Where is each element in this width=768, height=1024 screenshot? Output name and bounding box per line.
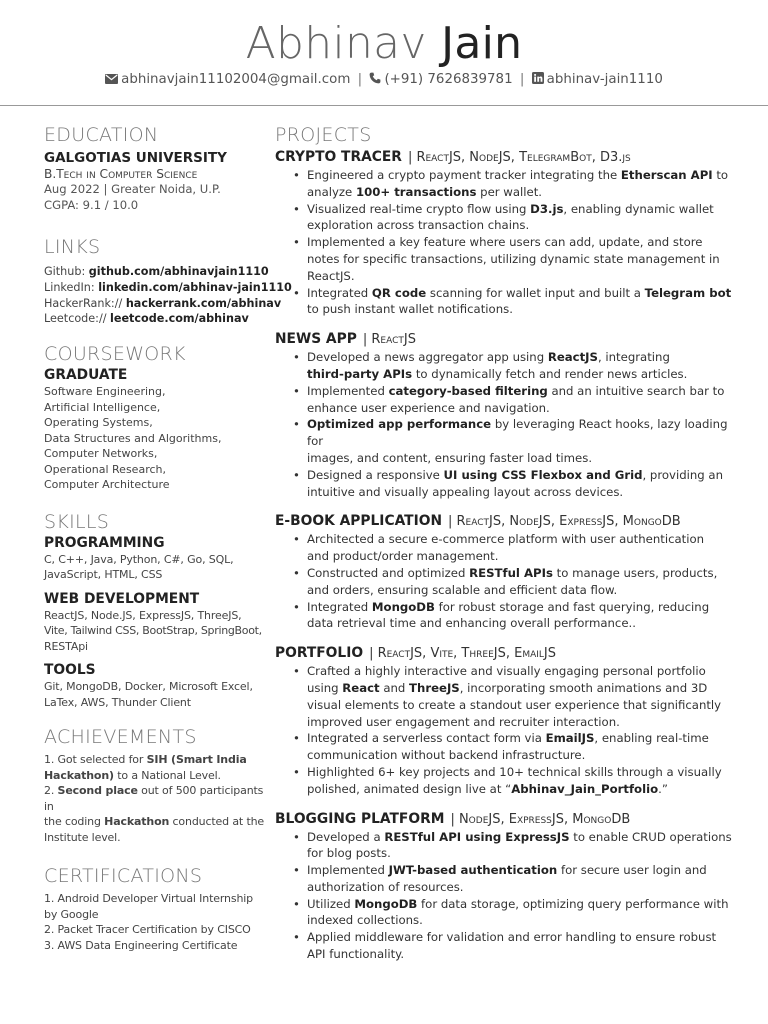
skills-tools-list: Git, MongoDB, Docker, Microsoft Excel, LaTex, AWS, Thunder Client bbox=[44, 680, 253, 709]
certification-item: 2. Packet Tracer Certification by CISCO bbox=[44, 923, 251, 937]
achievement-2: 2. Second place out of 500 participants in the coding Hackathon conducted at the Institute level. bbox=[44, 784, 265, 844]
project-name: BLOGGING PLATFORM bbox=[275, 810, 445, 827]
link-github[interactable]: Github: github.com/abhinavjain1110 bbox=[44, 265, 269, 278]
linkedin-link[interactable]: abhinav-jain1110 bbox=[546, 72, 663, 87]
university-name: GALGOTIAS UNIVERSITY bbox=[44, 150, 227, 166]
link-hackerrank[interactable]: HackerRank:// hackerrank.com/abhinav bbox=[44, 296, 282, 310]
degree: B.Tech in Computer Science bbox=[44, 167, 198, 181]
project-bullet: • Optimized app performance by leveraging React hooks, lazy loading for images, and content, ensuring faster load times. bbox=[307, 416, 735, 466]
course-item: Operational Research, bbox=[44, 462, 166, 476]
project-bullet: • Developed a RESTful API using ExpressJS to enable CRUD operations for blog posts. bbox=[307, 829, 735, 863]
project-bullet: • Implemented JWT-based authentication for secure user login and authorization of resources. bbox=[307, 862, 735, 896]
skills-tools-title: TOOLS bbox=[44, 662, 96, 679]
right-column bbox=[275, 122, 735, 969]
project-tech: | ReactJS, NodeJS, TelegramBot, D3.js bbox=[407, 150, 631, 165]
project-name: NEWS APP bbox=[275, 331, 357, 348]
course-item: Computer Networks, bbox=[44, 447, 158, 461]
education-date-location: Aug 2022 | Greater Noida, U.P. bbox=[44, 182, 221, 196]
project-bullet: • Developed a news aggregator app using ReactJS, integrating third-party APIs to dynamically fetch and render news articles. bbox=[307, 349, 735, 383]
email-link[interactable]: abhinavjain11102004@gmail.com bbox=[121, 72, 351, 87]
project-crypto-tracer bbox=[275, 148, 735, 318]
project-bullet: • Implemented category-based filtering and an intuitive search bar to enhance user experience and navigation. bbox=[307, 383, 735, 417]
project-bullet: • Utilized MongoDB for data storage, optimizing query performance with indexed collections. bbox=[307, 896, 735, 930]
candidate-name: Abhinav Jain bbox=[245, 18, 523, 69]
project-tech: | ReactJS bbox=[362, 332, 416, 348]
left-column bbox=[44, 122, 292, 953]
course-item: Software Engineering, bbox=[44, 385, 166, 399]
skills-programming-list: C, C++, Java, Python, C#, Go, SQL, JavaScript, HTML, CSS bbox=[44, 552, 234, 582]
envelope-icon bbox=[105, 73, 118, 88]
project-tech: | ReactJS, NodeJS, ExpressJS, MongoDB bbox=[448, 514, 681, 530]
linkedin-icon bbox=[532, 72, 544, 88]
certification-item: by Google bbox=[44, 907, 99, 921]
project-name: CRYPTO TRACER bbox=[275, 149, 402, 165]
project-bullet: • Visualized real-time crypto flow using D3.js, enabling dynamic wallet exploration across transaction chains. bbox=[307, 201, 735, 235]
project-bullet: • Integrated MongoDB for robust storage and fast querying, reducing data retrieval time and enhancing overall performance.. bbox=[307, 599, 735, 633]
skills-programming-title: PROGRAMMING bbox=[44, 534, 165, 551]
links-title: LINKS bbox=[44, 236, 101, 258]
phone-number[interactable]: (+91) 7626839781 bbox=[384, 72, 513, 87]
project-ebook-application bbox=[275, 512, 735, 632]
project-bullet: • Constructed and optimized RESTful APIs to manage users, products, and orders, ensuring scalable and efficient data flow. bbox=[307, 565, 735, 599]
contact-line: abhinavjain11102004@gmail.com | (+91) 7626839781 | abhinav-jain1110 bbox=[0, 72, 768, 88]
certification-item: 1. Android Developer Virtual Internship bbox=[44, 892, 254, 906]
projects-title: PROJECTS bbox=[275, 124, 372, 146]
education-title: EDUCATION bbox=[44, 124, 159, 146]
achievement-1: 1. Got selected for SIH (Smart India Hackathon) to a National Level. bbox=[44, 753, 247, 782]
project-bullet: • Engineered a crypto payment tracker integrating the Etherscan API to analyze 100+ transactions per wallet. bbox=[307, 167, 735, 201]
coursework-list bbox=[44, 384, 270, 493]
project-bullet: • Architected a secure e-commerce platform with user authentication and product/order management. bbox=[307, 531, 735, 565]
project-bullet: • Integrated QR code scanning for wallet input and built a Telegram bot to push instant wallet notifications. bbox=[307, 285, 735, 319]
project-bullet: • Highlighted 6+ key projects and 10+ technical skills through a visually polished, animated design live at “Abhinav_Jain_Portfolio.” bbox=[307, 764, 735, 798]
project-bullet: • Integrated a serverless contact form via EmailJS, enabling real-time communication without backend infrastructure. bbox=[307, 730, 735, 764]
project-portfolio bbox=[275, 644, 735, 797]
resume-header bbox=[0, 0, 768, 105]
certification-item: 3. AWS Data Engineering Certificate bbox=[44, 938, 238, 952]
certifications-title: CERTIFICATIONS bbox=[44, 865, 203, 888]
project-name: PORTFOLIO bbox=[275, 645, 364, 662]
coursework-title: COURSEWORK bbox=[44, 343, 186, 366]
project-news-app bbox=[275, 330, 735, 500]
cgpa: CGPA: 9.1 / 10.0 bbox=[44, 197, 139, 212]
skills-webdev-list: ReactJS, Node.JS, ExpressJS, ThreeJS, Vite, Tailwind CSS, BootStrap, SpringBoot, RESTApi bbox=[44, 608, 262, 653]
skills-title: SKILLS bbox=[44, 510, 110, 533]
achievements-title: ACHIEVEMENTS bbox=[44, 726, 197, 749]
course-item: Operating Systems, bbox=[44, 416, 153, 430]
project-bullet: • Crafted a highly interactive and visually engaging personal portfolio using React and ThreeJS, incorporating smooth animations and 3D visual elements to create a standout user experience that significantly improved user engagement and recruiter interaction. bbox=[307, 663, 735, 730]
header-divider bbox=[0, 105, 768, 106]
project-name: E-BOOK APPLICATION bbox=[275, 513, 442, 530]
project-bullet: • Implemented a key feature where users can add, update, and store notes for specific transactions, utilizing dynamic state management in ReactJS. bbox=[307, 234, 735, 284]
project-bullet: • Applied middleware for validation and error handling to ensure robust API functionality. bbox=[307, 929, 735, 963]
course-item: Data Structures and Algorithms, bbox=[44, 431, 222, 445]
project-blogging-platform bbox=[275, 810, 735, 963]
links-list bbox=[44, 264, 292, 327]
skills-webdev-title: WEB DEVELOPMENT bbox=[44, 590, 200, 607]
link-leetcode[interactable]: Leetcode:// leetcode.com/abhinav bbox=[44, 312, 249, 326]
coursework-subtitle: GRADUATE bbox=[44, 367, 128, 384]
phone-icon bbox=[369, 72, 381, 88]
project-tech: | NodeJS, ExpressJS, MongoDB bbox=[450, 811, 631, 827]
project-tech: | ReactJS, Vite, ThreeJS, EmailJS bbox=[369, 646, 557, 662]
certifications-list bbox=[44, 891, 270, 953]
course-item: Artificial Intelligence, bbox=[44, 400, 161, 414]
link-linkedin[interactable]: LinkedIn: linkedin.com/abhinav-jain1110 bbox=[44, 280, 292, 294]
project-bullet: • Designed a responsive UI using CSS Flexbox and Grid, providing an intuitive and visually appealing layout across devices. bbox=[307, 467, 735, 501]
course-item: Computer Architecture bbox=[44, 478, 170, 492]
